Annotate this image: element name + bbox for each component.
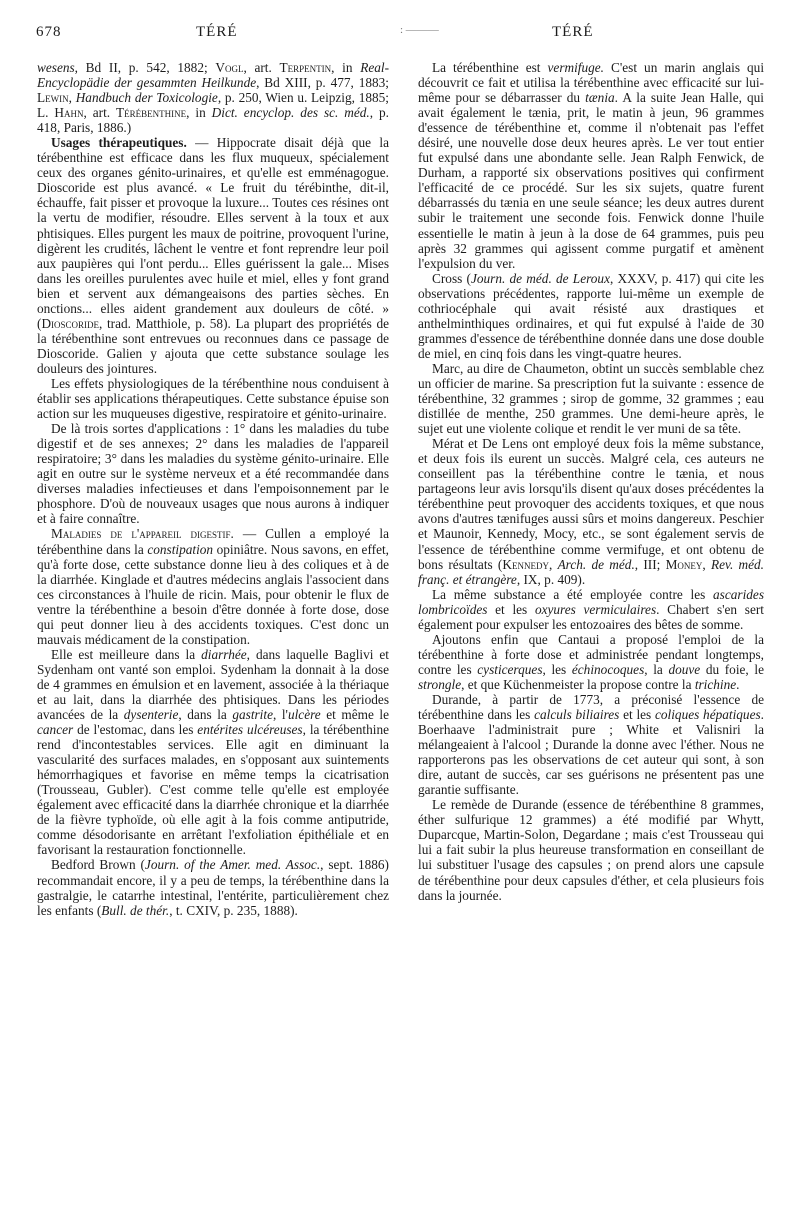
page-number: 678 (36, 24, 62, 40)
text-run: , trad. Matthiole, p. 58). La plupart des propriétés de la térébenthine sont entrevues ou reconnues dans ce passage de Dioscoride. Galien y ajouta que cette substance soulage les douleurs des jointures. (37, 315, 389, 376)
text-run: Les effets physiologiques de la térébenthine nous conduisent à établir ses applications thérapeutiques. Cette substance épuise son action sur les muqueuses digestive, respiratoire et génito-urinaire. (37, 375, 389, 422)
text-run: Mérat et De Lens ont employé deux fois la même substance, et deux fois ils eurent un succès. Malgré cela, ces auteurs ne conseillent pas la térébenthine contre le tænia, et nous partageons leur avis lorsqu'ils disent qu'aux doses précédentes la térébenthine peut provoquer des accidents toxiques, et que nous avons d'autres tænifuges aussi sûrs et moins dangereux. Peschier et Maunoir, Kennedy, Mocy, etc., se sont également servis de l'essence de térébenthine comme vermifuge, et ont obtenu de bons résultats ( (418, 436, 764, 572)
text-run: , XXXV, p. 417) qui cite les observations précédentes, rapporte lui-même un exemple de cothriocéphale qui avait résisté aux drastiques et anthelminthiques ordinaires, et qui fut expulsé à l'aide de 30 grammes d'essence de térébenthine donnée dans une dose double de miel, en cinq fois dans les vingt-quatre heures. (418, 270, 765, 361)
styled-text-run: cancer (37, 722, 74, 738)
text-run: , art. (83, 105, 117, 121)
text-run: , III; (634, 556, 666, 572)
styled-text-run: oxyures vermiculaires (534, 601, 657, 617)
styled-text-run: ascarides lombricoïdes (418, 586, 764, 617)
text-run: . (736, 676, 740, 692)
paragraph (418, 436, 764, 586)
styled-text-run: Handbuch der Toxicologie (75, 90, 218, 106)
text-run: , Bd II, p. 542, 1882; (74, 60, 216, 75)
paragraph (37, 857, 389, 917)
text-run: La térébenthine est (432, 60, 548, 75)
text-run: Marc, au dire de Chaumeton, obtint un succès semblable chez un officier de marine. Sa prescription fut la suivante : essence de térébenthine, 32 grammes ; sirop de gomme, 32 grammes ; eau distillée de menthe, 250 grammes. Une demi-heure après, le sujet eut une violente colique et rendit le ver muni de sa tête. (418, 360, 764, 437)
paragraph (418, 361, 764, 436)
styled-text-run: Kennedy (502, 556, 549, 572)
text-run: Elle est meilleure dans la (51, 646, 202, 662)
text-run: , dans laquelle Baglivi et Sydenham ont vanté son emploi. Sydenham la donnait à la dose de 4 grammes en émulsion et en lavement, associée à la thériaque et au lait, dans la diarrhée des phtisiques. Dans les périodes avancées de la (37, 646, 389, 723)
text-run: , la térébenthine rend d'incontestables services. Elle agit en diminuant la vascularité des surfaces malades, en s'opposant aux suintements hémorrhagiques et favorise en même temps la cicatrisation (Trousseau, Gubler). C'est comme telle qu'elle est employée également avec efficacité dans la diarrhée chronique et la diarrhée de la fièvre typhoïde, où elle agit à la fois comme antiputride, comme désodorisante en arrêtant l'exfoliation épithéliale et en favorisant la restauration fonctionnelle. (37, 722, 390, 858)
styled-text-run: coliques hépatiques (654, 707, 761, 723)
text-run: , t. CXIV, p. 235, 1888). (169, 902, 298, 918)
right-column (418, 60, 764, 903)
styled-text-run: tænia (585, 90, 615, 106)
text-run: Ajoutons enfin que Cantaui a proposé l'emploi de la térébenthine à forte dose et administrée pendant longtemps, contre les (418, 631, 764, 677)
styled-text-run: trichine (694, 676, 737, 692)
text-run: Cross ( (432, 270, 471, 286)
paragraph (37, 647, 389, 858)
text-run: et les (487, 601, 535, 617)
text-run: Durande, à partir de 1773, a préconisé l'essence de térébenthine dans les (418, 691, 764, 723)
styled-text-run: diarrhée (201, 646, 247, 662)
text-run: et même le (320, 707, 389, 723)
styled-text-run: Real-Encyclopädie der gesammten Heilkunde (37, 60, 389, 91)
styled-text-run: échinocoques (571, 661, 645, 677)
text-run: , IX, p. 409). (516, 571, 586, 587)
styled-text-run: Usages thérapeutiques. (51, 135, 187, 151)
text-run: . A la suite Jean Halle, qui avait également le tænia, prit, le matin à jeun, 96 grammes d'essence de térébenthine et, comme il n'obtenait pas l'effet désiré, une nouvelle dose deux heures après. Le ver tout entier fut expulsé dans une abondante selle. Jean Ralph Fenwick, de Durham, a rapporté six observations positives qui confirment l'efficacité de ce procédé. Sur les six sujets, quatre furent débarrassés du tænia en une seule séance; les deux autres durent subir le traitement une seconde fois. Fenwick donne l'huile essentielle le matin à jeun à la dose de 64 grammes, puis peu après 32 grammes qui agissent comme purgatif et amènent l'expulsion du ver. (418, 90, 764, 271)
text-run: et les (619, 707, 655, 723)
left-column (37, 60, 389, 918)
text-run: De là trois sortes d'applications : 1° dans les maladies du tube digestif et de ses annexes; 2° dans les maladies de l'appareil respiratoire; 3° dans les maladies du système génito-urinaire. Elle agit en outre sur le système nerveux et a été recommandée dans diverses maladies infectieuses et dans l'empoisonnement par le phosphore. D'où de nouveaux usages que nous aurons à indiquer et à faire connaître. (37, 421, 389, 527)
styled-text-run: Hahn (54, 105, 84, 121)
paragraph (418, 60, 764, 271)
styled-text-run: gastrite (232, 707, 273, 723)
paragraph (418, 632, 764, 692)
paragraph (37, 421, 389, 526)
styled-text-run: dysenterie (123, 707, 179, 723)
paragraph (37, 526, 389, 646)
paragraph (37, 135, 389, 376)
paragraph (418, 797, 764, 902)
text-run: , sept. 1886) recommandait encore, il y a peu de temps, la térébenthine dans la gastralgie, le catarrhe intestinal, l'entérite, particulièrement chez les enfants ( (37, 857, 389, 918)
text-run: La même substance a été employée contre les (432, 586, 714, 602)
styled-text-run: ulcère (287, 707, 321, 723)
styled-text-run: Rev. méd. franç. et étrangère (418, 556, 764, 587)
paragraph (418, 587, 764, 632)
styled-text-run: vermifuge. (547, 60, 605, 75)
text-run: , les (542, 661, 572, 677)
text-run: de l'estomac, dans les (73, 722, 198, 738)
text-run: Bedford Brown ( (51, 857, 145, 873)
styled-text-run: cysticerques (477, 661, 543, 677)
styled-text-run: Lewin (37, 90, 69, 106)
text-run: , art. (243, 60, 280, 75)
text-run: , in (331, 60, 361, 75)
text-run: , l' (272, 707, 288, 723)
running-title-right: TÉRÉ (552, 24, 594, 40)
paragraph (37, 376, 389, 421)
running-title-left: TÉRÉ (196, 24, 238, 40)
styled-text-run: Arch. de méd. (557, 556, 635, 572)
styled-text-run: Terpentin (279, 60, 332, 75)
styled-text-run: Vogl (215, 60, 244, 75)
text-run: , p. 250, Wien u. Leipzig, 1885; L. (37, 90, 389, 121)
styled-text-run: strongle (418, 676, 462, 692)
styled-text-run: entérites ulcéreuses (197, 722, 303, 738)
center-mark: : ——— (400, 24, 439, 36)
text-run: , p. 418, Paris, 1886.) (37, 105, 389, 136)
styled-text-run: Journ. de méd. de Leroux (470, 270, 610, 286)
styled-text-run: douve (668, 661, 701, 677)
text-run: — Hippocrate disait déjà que la térébenthine est efficace dans les flux muqueux, spécialement ceux des organes génito-urinaires, et qu'elle est emménagogue. Dioscoride est plus avancé. « Le fruit du térébinthe, dit-il, échauffe, fait pisser et provoque la luxure... Toutes ces résines ont la vertu de modifier, résoudre. Elles servent à la toux et aux phtisiques. Elles purgent les maux de poitrine, provoquent l'urine, digèrent les crudités, lâchent le ventre et font reprendre leur poil aux paupières qui l'ont perdu... Elles guérissent la gale... Mises dans les oreilles purulentes avec huile et miel, elles y font grand bien et servent aux démangeaisons des parties sèches. En onctions... elles aident grandement aux douleurs de côté. » ( (37, 135, 389, 331)
text-run: opiniâtre. Nous savons, en effet, qu'à forte dose, cette substance donne lieu à des coliques et à de la diarrhée. Kinglade et d'autres médecins anglais l'associent dans ces circonstances à l'huile de ricin. Mais, pour obtenir le flux de ventre la térébenthine a besoin d'être donnée à forte dose, dose qui peut donner lieu à des accidents toxiques. C'est donc un mauvais médicament de la constipation. (37, 541, 389, 647)
text-run: Le remède de Durande (essence de térébenthine 8 grammes, éther sulfurique 12 grammes) a été modifié par Whytt, Duparcque, Martin-Solon, Degardane ; mais c'est Trousseau qui lui a fait subir la plus heureuse transformation en conseillant de lui substituer l'usage des capsules ; on prend alors une capsule de térébenthine pour deux capsules d'éther, et cela plusieurs fois dans la journée. (418, 797, 764, 903)
text-run: , (68, 90, 76, 106)
styled-text-run: calculs biliaires (534, 707, 620, 723)
styled-text-run: Dioscoride (41, 315, 100, 331)
paragraph (418, 692, 764, 797)
text-run: , dans la (178, 707, 233, 723)
text-run: C'est un marin anglais qui découvrit ce fait et utilisa la térébenthine avec efficacité sur lui-même pour se débarrasser du (418, 60, 765, 106)
styled-text-run: Maladies de l'appareil digestif. (51, 526, 234, 542)
text-run: , (702, 556, 711, 572)
styled-text-run: Money (665, 556, 703, 572)
text-run: , la (644, 661, 669, 677)
styled-text-run: Journ. of the Amer. med. Assoc. (144, 857, 321, 873)
text-run: , et que Küchenmeister la propose contre la (461, 676, 695, 692)
text-run: . Boerhaave l'administrait pure ; White et Valisniri la mélangeaient à l'alcool ; Durande la donne avec l'éther. Nous ne rapporterons pas les observations de cet auteur qui sont, à son dire, autant de succès, car ses guérisons ne présentent pas une garantie suffisante. (418, 707, 764, 798)
paragraph (37, 60, 389, 135)
styled-text-run: Térébenthine (116, 105, 187, 121)
styled-text-run: Dict. encyclop. des sc. méd. (211, 105, 370, 121)
text-run: , (548, 556, 558, 572)
text-run: — Cullen a employé la térébenthine dans la (37, 526, 389, 557)
paragraph (418, 271, 764, 361)
styled-text-run: Bull. de thér. (101, 902, 170, 918)
text-run: . Chabert s'en sert également pour expulser les entozoaires des bêtes de somme. (418, 601, 764, 632)
styled-text-run: wesens (37, 60, 75, 75)
text-run: , in (186, 105, 212, 121)
styled-text-run: constipation (147, 541, 214, 557)
text-run: du foie, le (700, 661, 764, 677)
text-run: , Bd XIII, p. 477, 1883; (256, 75, 389, 91)
